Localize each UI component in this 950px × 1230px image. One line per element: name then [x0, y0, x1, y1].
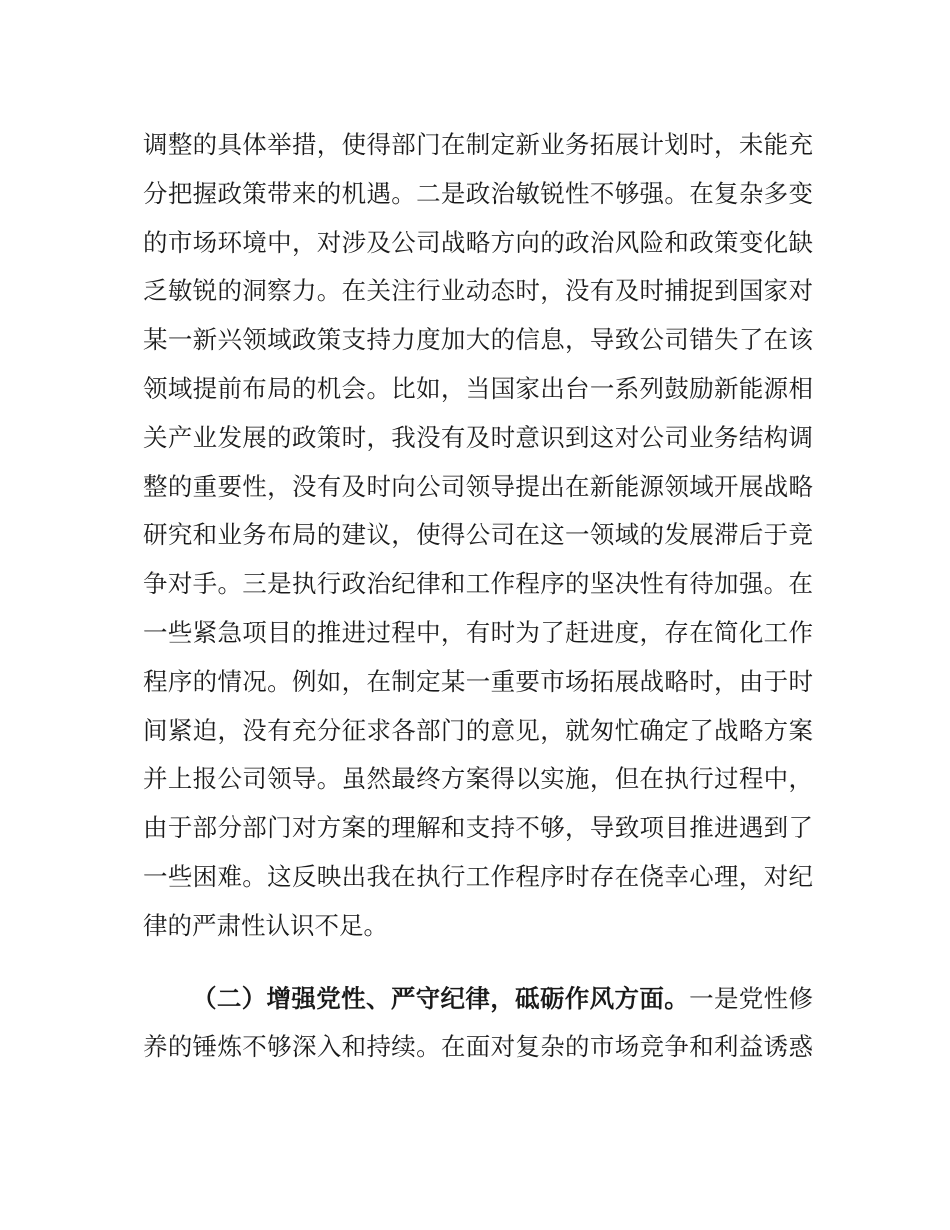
paragraph-line: 领域提前布局的机会。比如，当国家出台一系列鼓励新能源相 [143, 373, 813, 403]
paragraph-line: 关产业发展的政策时，我没有及时意识到这对公司业务结构调 [143, 422, 813, 452]
paragraph-line: 一些紧急项目的推进过程中，有时为了赶进度，存在简化工作 [143, 617, 813, 647]
document-body [143, 121, 813, 1072]
paragraph-line: 的市场环境中，对涉及公司战略方向的政治风险和政策变化缺 [143, 227, 813, 257]
paragraph-first-line [143, 975, 813, 1024]
paragraph-spacer [143, 951, 813, 975]
paragraph-line: 研究和业务布局的建议，使得公司在这一领域的发展滞后于竞 [143, 520, 813, 550]
paragraph-2 [143, 975, 813, 1073]
paragraph-line: 并上报公司领导。虽然最终方案得以实施，但在执行过程中， [143, 764, 813, 794]
paragraph-line: 调整的具体举措，使得部门在制定新业务拓展计划时，未能充 [143, 130, 813, 159]
paragraph-line: 间紧迫，没有充分征求各部门的意见，就匆忙确定了战略方案 [143, 715, 813, 745]
paragraph-line: 一些困难。这反映出我在执行工作程序时存在侥幸心理，对纪 [143, 861, 813, 891]
paragraph-line: 程序的情况。例如，在制定某一重要市场拓展战略时，由于时 [143, 666, 813, 696]
paragraph-text: 一是党性修 [689, 983, 814, 1013]
paragraph-line: 争对手。三是执行政治纪律和工作程序的坚决性有待加强。在 [143, 569, 813, 599]
paragraph-line: 某一新兴领域政策支持力度加大的信息，导致公司错失了在该 [143, 325, 813, 355]
paragraph-line: 由于部分部门对方案的理解和支持不够，导致项目推进遇到了 [143, 813, 813, 843]
section-heading: （二）增强党性、严守纪律，砥砺作风方面。 [192, 983, 690, 1013]
paragraph-line: 分把握政策带来的机遇。二是政治敏锐性不够强。在复杂多变 [143, 178, 813, 208]
paragraph-line: 乏敏锐的洞察力。在关注行业动态时，没有及时捕捉到国家对 [143, 276, 813, 306]
paragraph-1 [143, 121, 813, 951]
paragraph-line: 整的重要性，没有及时向公司领导提出在新能源领域开展战略 [143, 471, 813, 501]
paragraph-line: 养的锤炼不够深入和持续。在面对复杂的市场竞争和利益诱惑 [143, 1032, 813, 1062]
paragraph-line: 律的严肃性认识不足。 [143, 910, 388, 940]
